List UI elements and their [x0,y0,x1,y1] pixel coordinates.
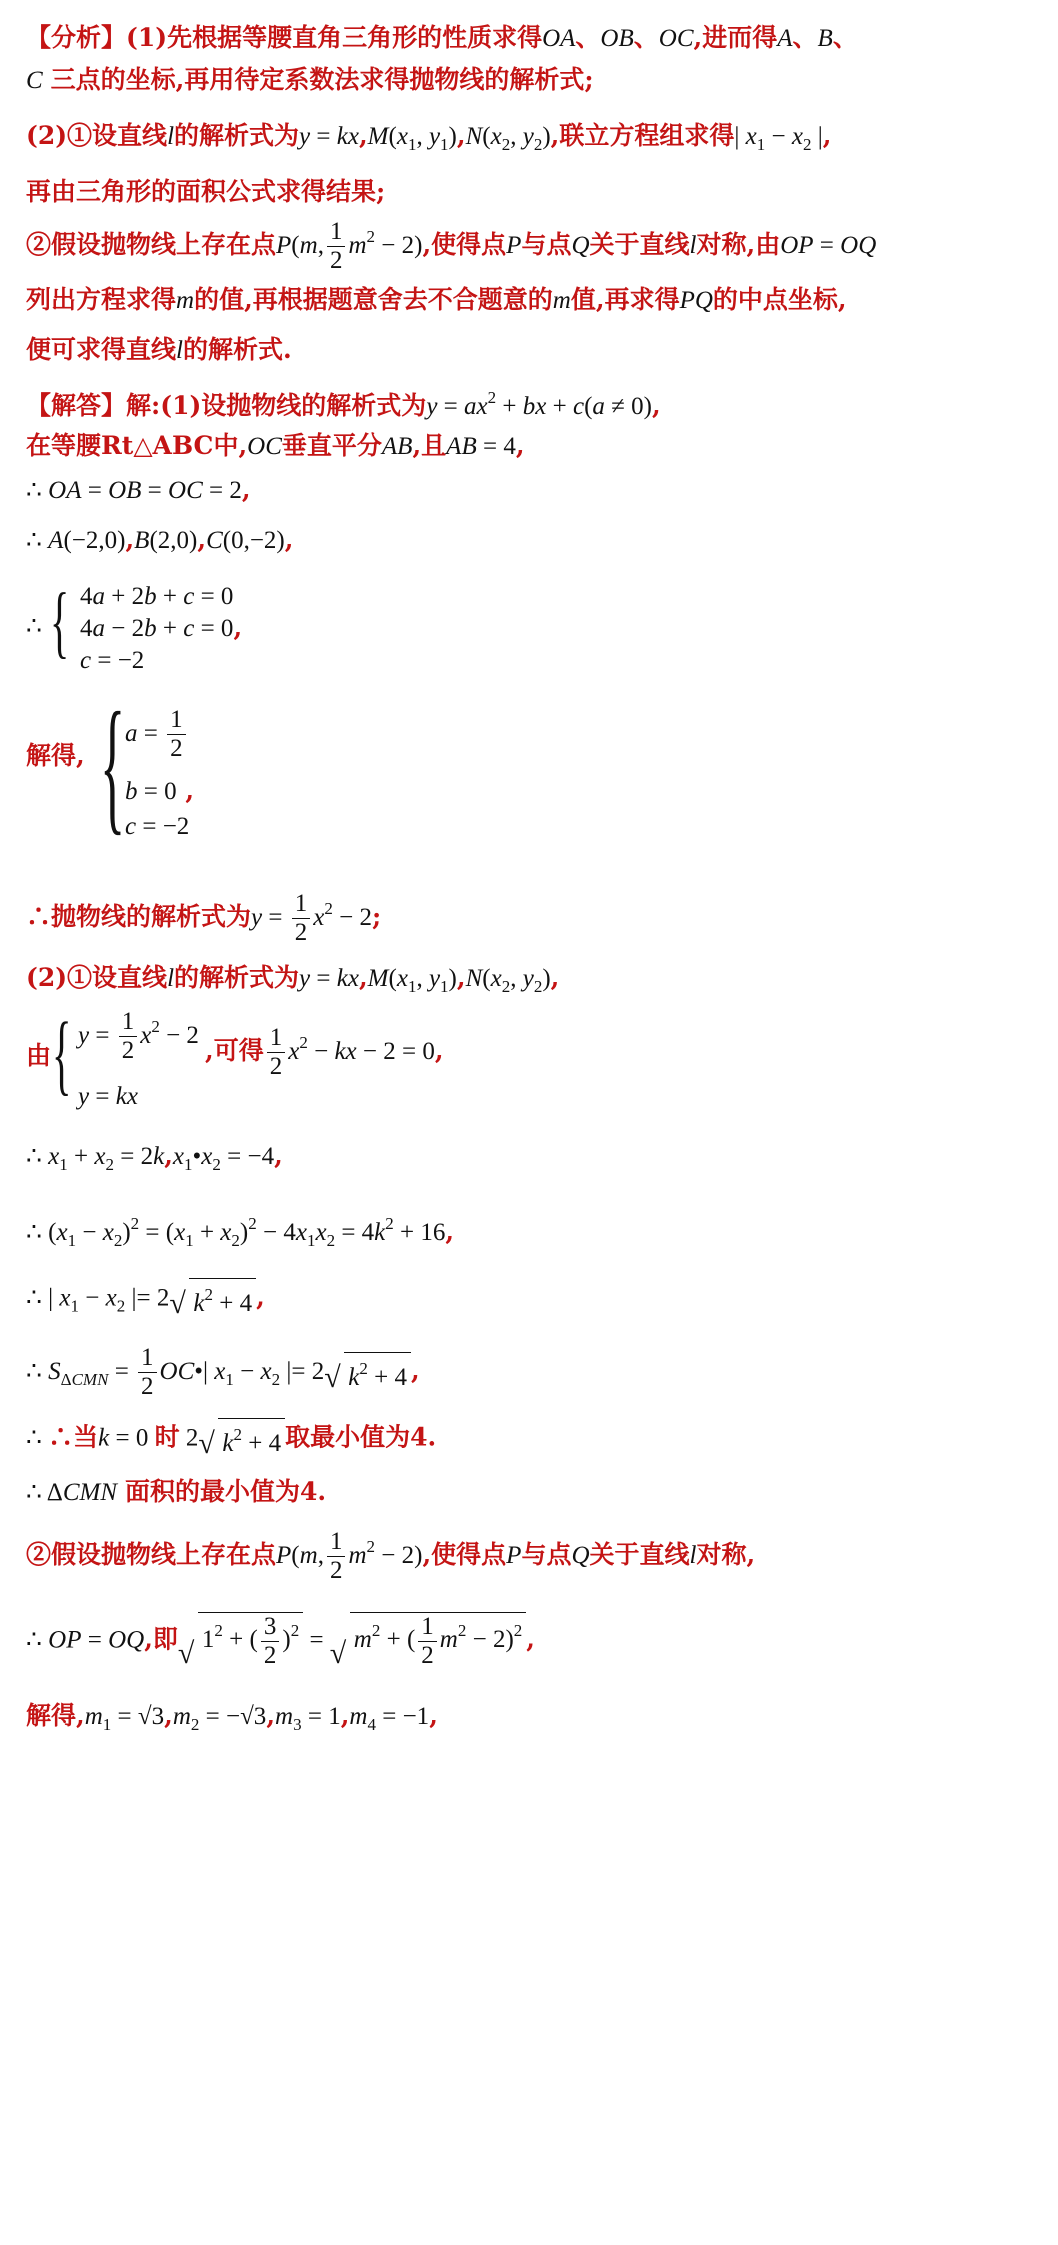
analysis-line-1: 【分析】(1)先根据等腰直角三角形的性质求得OA、OB、OC,进而得A、B、 [26,23,858,52]
analysis-line-3: (2)①设直线l的解析式为$y = kx,M(x_1$, $y_1),N(x_2$, $y_2$),联立方程组求得| $x_1 - x_2$ |, [26,121,832,154]
therefore-system: ∴ [26,613,42,640]
solution-line-4: ∴ A(−2,0),B(2,0),C(0,−2), [26,525,294,554]
parabola-result: ∴抛物线的解析式为y = $\frac{1}{2}$ $x^2 - 2$; [26,890,382,946]
analysis-line-4: 再由三角形的面积公式求得结果; [26,177,386,206]
analysis-line-5: ②假设抛物线上存在点P(m, $\frac{1}{2}$ $m^2 - 2$),使得点P与点Q关于直线l对称,由OP = OQ [26,218,877,274]
solution-tag: 【解答】 [26,391,127,420]
analysis-line-7: 便可求得直线l的解析式. [26,335,292,364]
analysis-tag: 【分析】 [26,23,127,52]
part2-line: (2)①设直线l的解析式为$y = kx,M(x_1$, $y_1),N(x_2$, $y_2$), [26,963,560,996]
analysis-line-6: 列出方程求得m的值,再根据题意舍去不合题意的m值,再求得PQ的中点坐标, [26,285,847,314]
solution-line-2: 在等腰Rt△ABC中,OC垂直平分AB,且AB = 4, [26,431,525,460]
solution-line-3: ∴ OA = OB = OC = 2, [26,475,251,504]
solution-line-1: 【解答】解:(1)设抛物线的解析式为$y = ax^2$ + bx + c(a ≠ 0), [26,388,661,420]
solve-label: 解得, [26,741,85,770]
analysis-line-2: C 三点的坐标,再用待定系数法求得抛物线的解析式; [26,65,594,94]
